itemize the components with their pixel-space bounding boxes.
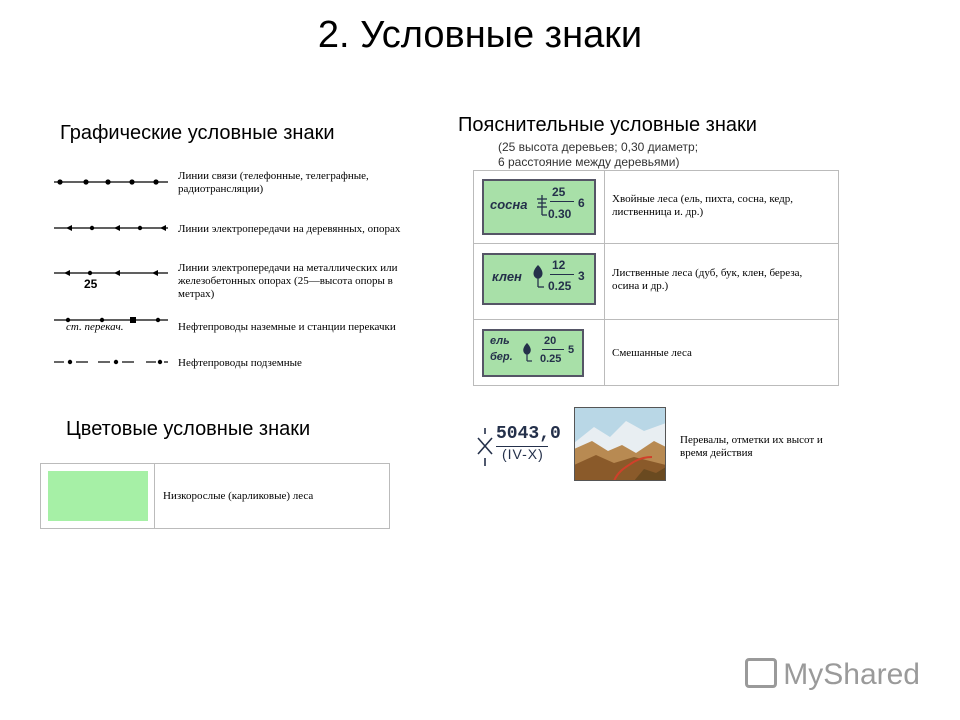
tree-distance: 5 — [568, 344, 575, 356]
tree-diameter: 0.25 — [548, 279, 572, 293]
graphic-item-text: Нефтепроводы подземные — [178, 357, 302, 369]
power-line-wood-symbol — [52, 218, 170, 238]
tree-height: 25 — [552, 185, 566, 199]
tree-name-2: бер. — [490, 351, 513, 363]
pass-text: Перевалы, отметки их высот и время действия — [680, 434, 823, 459]
watermark-logo — [745, 658, 920, 692]
deciduous-forest-sign — [482, 253, 596, 305]
tree-name: клен — [492, 269, 522, 284]
tree-distance: 3 — [578, 269, 585, 283]
forest-row-text: Лиственные леса (дуб, бук, клен, береза, осина и др.) — [612, 267, 803, 292]
color-heading: Цветовые условные знаки — [66, 418, 311, 440]
mixed-tree-icon — [520, 341, 534, 363]
pump-station-label: ст. перекач. — [66, 321, 124, 333]
graphic-heading: Графические условные знаки — [60, 122, 335, 144]
pass-elevation: 5043,0 — [496, 424, 561, 444]
forest-table — [473, 170, 839, 386]
mixed-forest-sign — [482, 329, 584, 377]
graphic-item-text: Линии электропередачи на деревянных, опорах — [178, 223, 401, 235]
comm-line-symbol — [52, 172, 170, 192]
page-title: 2. Условные знаки — [317, 14, 643, 56]
tree-diameter: 0.30 — [548, 207, 572, 221]
tree-name: сосна — [490, 197, 528, 212]
color-item-text: Низкорослые (карликовые) леса — [163, 490, 314, 502]
conifer-tree-icon — [536, 193, 548, 217]
presentation-icon — [745, 658, 777, 688]
oil-pipeline-underground-symbol — [52, 352, 170, 372]
deciduous-tree-icon — [530, 263, 546, 289]
tree-height: 12 — [552, 258, 566, 272]
forest-row-text: Смешанные леса — [612, 347, 692, 359]
tree-height: 20 — [544, 335, 557, 347]
dwarf-forest-swatch — [48, 471, 148, 521]
tree-name-1: ель — [490, 335, 510, 347]
watermark-text: MyShared — [783, 658, 920, 691]
graphic-item-text: Нефтепроводы наземные и станции перекачки — [178, 321, 396, 333]
graphic-item-text: Линии связи (телефонные, телеграфные, радиотрансляции) — [178, 170, 369, 195]
power-line-metal-symbol — [52, 263, 170, 283]
explanatory-heading: Пояснительные условные знаки — [458, 114, 757, 136]
color-table — [40, 463, 390, 529]
explanatory-note-1: (25 высота деревьев; 0,30 диаметр; — [498, 140, 699, 154]
forest-row-text: Хвойные леса (ель, пихта, сосна, кедр, лиственница и. др.) — [612, 193, 793, 218]
explanatory-note-2: 6 расстояние между деревьями) — [498, 155, 680, 169]
pass-symbol-icon — [476, 428, 496, 466]
pass-period: (IV-X) — [502, 446, 544, 462]
pole-height-label: 25 — [84, 277, 98, 291]
graphic-item-text: Линии электропередачи на металлических или железобетонных опорах (25—высота опоры в метрах) — [178, 262, 398, 300]
mountain-pass-image — [574, 407, 666, 481]
tree-distance: 6 — [578, 196, 585, 210]
tree-diameter: 0.25 — [540, 353, 562, 365]
conifer-forest-sign — [482, 179, 596, 235]
